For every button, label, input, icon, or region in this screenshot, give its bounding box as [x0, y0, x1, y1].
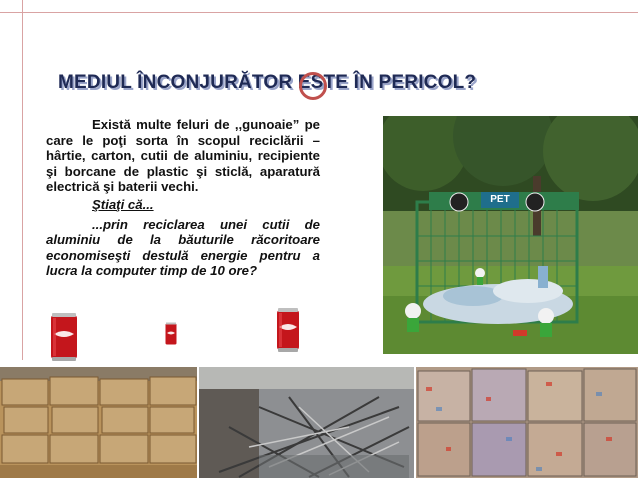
scrap-metal-photo [199, 367, 414, 478]
frame-line-horizontal [0, 12, 638, 13]
paragraph-did-you-know: Ştiaţi că... [92, 196, 154, 212]
soda-can-left-image [50, 312, 78, 362]
soda-can-right-image [276, 307, 300, 353]
pet-recycling-cage-photo [383, 116, 638, 354]
slide-title: MEDIUL ÎNCONJURĂTOR ESTE ÎN PERICOL? [58, 72, 477, 93]
paragraph-recycling-types: Există multe feluri de ,,gunoaie” pe care le poţi sorta în scopul reciclării – hârtie, carton, cutii de aluminiu, recipiente şi borcane de plastic şi sticlă, aparatură electrică şi baterii vechi. [46, 117, 320, 195]
body-text [46, 117, 320, 279]
frame-line-vertical [22, 0, 23, 360]
plastic-bales-photo [416, 367, 638, 478]
circle-decoration [299, 72, 327, 100]
pet-sign-label: PET [490, 194, 510, 205]
soda-can-small-image [165, 322, 177, 346]
cardboard-bales-photo [0, 367, 197, 478]
paragraph-aluminium-fact: ...prin reciclarea unei cutii de aluminiu de la băuturile răcoritoare economiseşti destulă energie pentru a lucra la computer timp de 10 ore? [46, 216, 320, 279]
